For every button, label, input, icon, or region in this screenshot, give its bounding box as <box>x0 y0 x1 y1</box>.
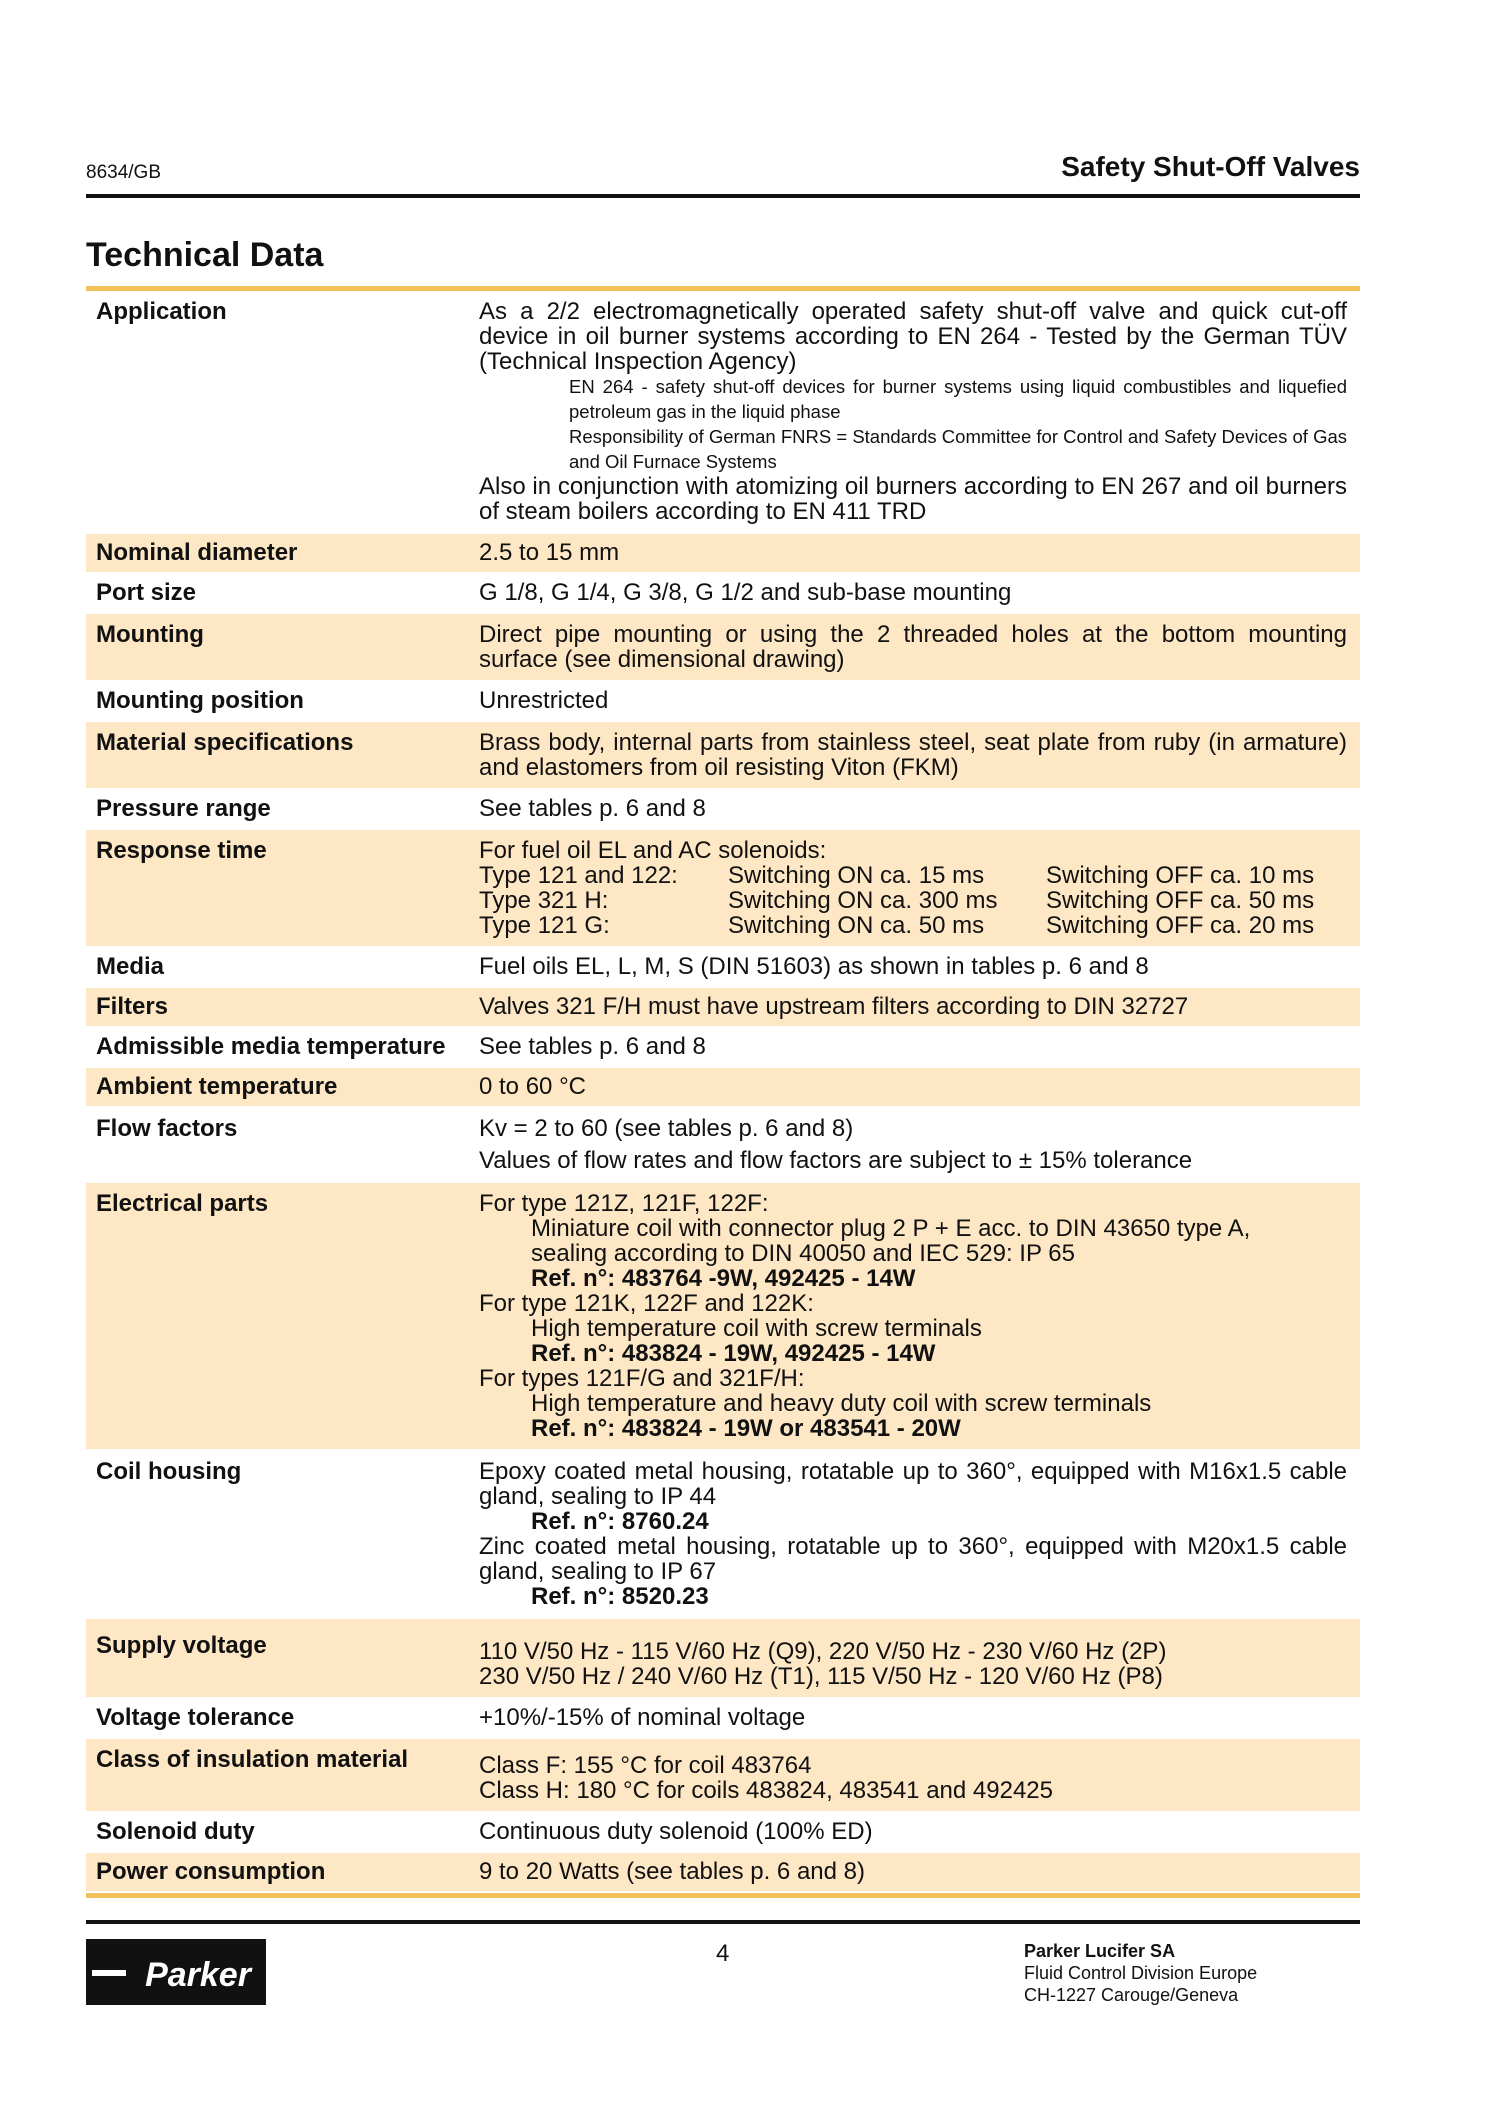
row-nominal-diameter <box>86 534 1360 574</box>
row-label: Application <box>96 298 227 325</box>
company-address: CH-1227 Carouge/Geneva <box>1024 1985 1239 2005</box>
row-label: Filters <box>96 993 169 1020</box>
coil-housing-text: Zinc coated metal housing, rotatable up to 360°, equipped with M20x1.5 cable gland, sealing to IP 67 <box>479 1533 1347 1585</box>
footer-rule <box>86 1920 1360 1924</box>
row-label: Ambient temperature <box>96 1073 338 1100</box>
coil-housing-ref: Ref. n°: 8760.24 <box>531 1508 709 1535</box>
response-type: Type 321 H: <box>479 887 609 914</box>
response-off: Switching OFF ca. 20 ms <box>1046 912 1315 939</box>
application-note-en264: EN 264 - safety shut-off devices for burner systems using liquid combustibles and liquefied petroleum gas in the liquid phase <box>569 376 1347 422</box>
electrical-line: sealing according to DIN 40050 and IEC 529: IP 65 <box>531 1240 1075 1267</box>
row-label: Mounting position <box>96 687 304 714</box>
electrical-line: Miniature coil with connector plug 2 P + E acc. to DIN 43650 type A, <box>531 1215 1251 1242</box>
coil-housing-text: Epoxy coated metal housing, rotatable up to 360°, equipped with M16x1.5 cable gland, sealing to IP 44 <box>479 1458 1347 1510</box>
insulation-line: Class F: 155 °C for coil 483764 <box>479 1752 812 1779</box>
row-label: Power consumption <box>96 1858 326 1885</box>
row-supply-voltage <box>86 1619 1360 1699</box>
row-value: Direct pipe mounting or using the 2 threaded holes at the bottom mounting surface (see dimensional drawing) <box>479 621 1347 673</box>
flow-factors-value: Kv = 2 to 60 (see tables p. 6 and 8) <box>479 1115 854 1142</box>
electrical-line: For type 121Z, 121F, 122F: <box>479 1190 769 1217</box>
application-note-fnrs: Responsibility of German FNRS = Standards Committee for Control and Safety Devices of Gas and Oil Furnace Systems <box>569 426 1347 472</box>
electrical-ref: Ref. n°: 483764 -9W, 492425 - 14W <box>531 1265 916 1292</box>
application-text: As a 2/2 electromagnetically operated safety shut-off valve and quick cut-off device in oil burner systems according to EN 264 - Tested by the German TÜV (Technical Inspection Agency) <box>479 298 1347 375</box>
logo-text: Parker <box>145 1956 251 1994</box>
electrical-line: For types 121F/G and 321F/H: <box>479 1365 805 1392</box>
electrical-line: For type 121K, 122F and 122K: <box>479 1290 814 1317</box>
row-label: Electrical parts <box>96 1190 269 1217</box>
row-value: Continuous duty solenoid (100% ED) <box>479 1818 873 1845</box>
row-value: See tables p. 6 and 8 <box>479 1033 706 1060</box>
electrical-ref: Ref. n°: 483824 - 19W, 492425 - 14W <box>531 1340 936 1367</box>
row-label: Solenoid duty <box>96 1818 255 1845</box>
row-media <box>86 948 1360 988</box>
response-time-grid <box>479 863 1347 938</box>
row-value: Fuel oils EL, L, M, S (DIN 51603) as shown in tables p. 6 and 8 <box>479 953 1149 980</box>
row-label: Mounting <box>96 621 204 648</box>
section-title: Technical Data <box>86 236 324 274</box>
table-bottom-rule <box>86 1893 1360 1898</box>
response-on: Switching ON ca. 15 ms <box>728 862 985 889</box>
response-off: Switching OFF ca. 10 ms <box>1046 862 1315 889</box>
row-mounting-position <box>86 682 1360 722</box>
company-info <box>1024 1940 1257 2006</box>
row-label: Nominal diameter <box>96 539 298 566</box>
row-label: Admissible media temperature <box>96 1033 446 1060</box>
row-value: 0 to 60 °C <box>479 1073 586 1100</box>
row-coil-housing <box>86 1451 1360 1619</box>
row-voltage-tolerance <box>86 1699 1360 1739</box>
row-label: Voltage tolerance <box>96 1704 295 1731</box>
row-label: Pressure range <box>96 795 271 822</box>
supply-voltage-line: 230 V/50 Hz / 240 V/60 Hz (T1), 115 V/50 Hz - 120 V/60 Hz (P8) <box>479 1663 1163 1690</box>
row-solenoid-duty <box>86 1813 1360 1853</box>
row-value: Brass body, internal parts from stainless steel, seat plate from ruby (in armature) and elastomers from oil resisting Viton (FKM) <box>479 729 1347 781</box>
row-label: Flow factors <box>96 1115 238 1142</box>
row-value: Unrestricted <box>479 687 609 714</box>
row-label: Media <box>96 953 165 980</box>
doc-title: Safety Shut-Off Valves <box>1061 151 1360 182</box>
response-type: Type 121 G: <box>479 912 610 939</box>
row-port-size <box>86 574 1360 614</box>
electrical-ref: Ref. n°: 483824 - 19W or 483541 - 20W <box>531 1415 961 1442</box>
insulation-line: Class H: 180 °C for coils 483824, 483541 and 492425 <box>479 1777 1053 1804</box>
supply-voltage-line: 110 V/50 Hz - 115 V/60 Hz (Q9), 220 V/50 Hz - 230 V/60 Hz (2P) <box>479 1638 1167 1665</box>
row-value: 9 to 20 Watts (see tables p. 6 and 8) <box>479 1858 865 1885</box>
row-label: Port size <box>96 579 197 606</box>
doc-code: 8634/GB <box>86 162 161 183</box>
row-ambient-temperature <box>86 1068 1360 1108</box>
row-value: +10%/-15% of nominal voltage <box>479 1704 806 1731</box>
page-number: 4 <box>716 1940 730 1967</box>
row-power-consumption <box>86 1853 1360 1893</box>
response-intro: For fuel oil EL and AC solenoids: <box>479 837 827 864</box>
row-value: See tables p. 6 and 8 <box>479 795 706 822</box>
row-pressure-range <box>86 790 1360 830</box>
response-on: Switching ON ca. 50 ms <box>728 912 985 939</box>
company-division: Fluid Control Division Europe <box>1024 1963 1258 1983</box>
electrical-line: High temperature and heavy duty coil with screw terminals <box>531 1390 1152 1417</box>
row-label: Coil housing <box>96 1458 242 1485</box>
row-insulation-class <box>86 1739 1360 1813</box>
response-off: Switching OFF ca. 50 ms <box>1046 887 1315 914</box>
row-label: Response time <box>96 837 267 864</box>
row-media-temperature <box>86 1028 1360 1068</box>
row-filters <box>86 988 1360 1028</box>
application-text-2: Also in conjunction with atomizing oil burners according to EN 267 and oil burners of steam boilers according to EN 411 TRD <box>479 473 1347 525</box>
row-label: Supply voltage <box>96 1632 267 1659</box>
electrical-line: High temperature coil with screw terminals <box>531 1315 982 1342</box>
parker-logo <box>86 1939 266 2005</box>
row-value: G 1/8, G 1/4, G 3/8, G 1/2 and sub-base mounting <box>479 579 1012 606</box>
row-value: Valves 321 F/H must have upstream filters according to DIN 32727 <box>479 993 1189 1020</box>
row-flow-factors <box>86 1108 1360 1183</box>
row-label: Class of insulation material <box>96 1746 409 1773</box>
row-response-time <box>86 830 1360 948</box>
row-application <box>86 291 1360 534</box>
row-mounting <box>86 614 1360 682</box>
row-value: 2.5 to 15 mm <box>479 539 620 566</box>
response-type: Type 121 and 122: <box>479 862 678 889</box>
flow-tolerance-note: Values of flow rates and flow factors are subject to ± 15% tolerance <box>479 1147 1193 1174</box>
coil-housing-ref: Ref. n°: 8520.23 <box>531 1583 709 1610</box>
row-material-specifications <box>86 722 1360 790</box>
company-name: Parker Lucifer SA <box>1024 1941 1176 1961</box>
header-rule <box>86 194 1360 198</box>
response-on: Switching ON ca. 300 ms <box>728 887 998 914</box>
technical-data-table <box>86 286 1360 1898</box>
row-electrical-parts <box>86 1183 1360 1451</box>
row-label: Material specifications <box>96 729 354 756</box>
